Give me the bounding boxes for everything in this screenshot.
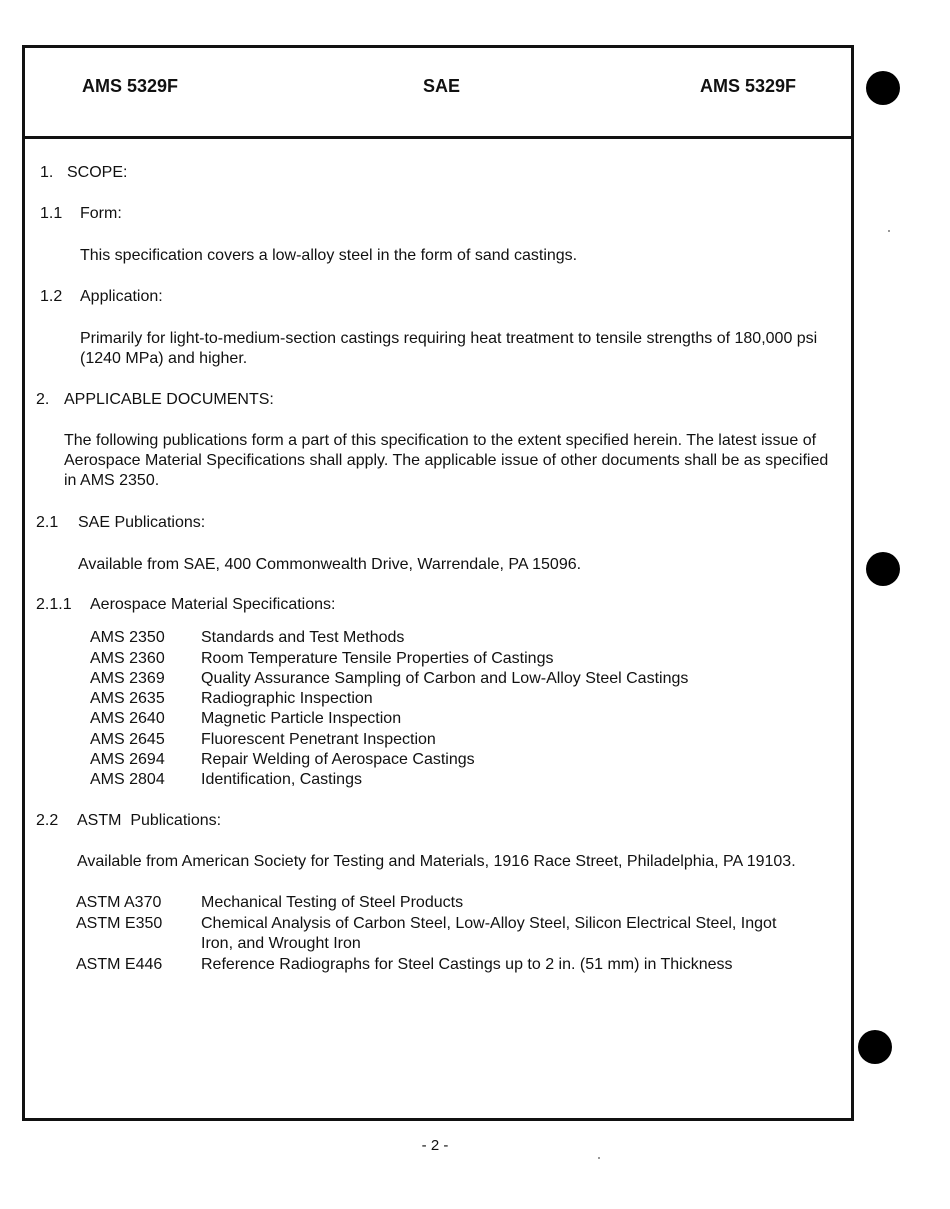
ams-code: AMS 2635 bbox=[90, 690, 165, 707]
section-2-1-number: 2.1 bbox=[36, 514, 59, 531]
astm-description-continued: Iron, and Wrought Iron bbox=[201, 935, 361, 952]
section-1-1-title: Form: bbox=[80, 205, 122, 222]
ams-description: Standards and Test Methods bbox=[201, 629, 405, 646]
scan-speck bbox=[888, 230, 890, 232]
binder-hole bbox=[866, 552, 900, 586]
ams-code: AMS 2369 bbox=[90, 670, 165, 687]
section-1-2-number: 1.2 bbox=[40, 288, 63, 305]
ams-code: AMS 2694 bbox=[90, 751, 165, 768]
ams-code: AMS 2350 bbox=[90, 629, 165, 646]
section-2-1-1-number: 2.1.1 bbox=[36, 596, 72, 613]
ams-description: Fluorescent Penetrant Inspection bbox=[201, 731, 436, 748]
section-2-title: APPLICABLE DOCUMENTS: bbox=[64, 391, 274, 408]
astm-code: ASTM E350 bbox=[76, 915, 163, 932]
section-1-number: 1. bbox=[40, 164, 54, 181]
section-2-2-title: ASTM Publications: bbox=[77, 812, 222, 829]
section-1-title: SCOPE: bbox=[67, 164, 128, 181]
scan-speck bbox=[598, 1157, 600, 1159]
header-doc-number-right: AMS 5329F bbox=[700, 76, 797, 96]
section-1-2-text: Primarily for light-to-medium-section castings requiring heat treatment to tensile strengths of 180,000 psi (1240 MPa) and higher. bbox=[80, 330, 818, 367]
ams-code: AMS 2804 bbox=[90, 771, 165, 788]
ams-description: Identification, Castings bbox=[201, 771, 362, 788]
ams-description: Room Temperature Tensile Properties of Castings bbox=[201, 650, 554, 667]
section-2-1-title: SAE Publications: bbox=[78, 514, 206, 531]
binder-hole bbox=[866, 71, 900, 105]
section-1-2-title: Application: bbox=[80, 288, 163, 305]
ams-code: AMS 2645 bbox=[90, 731, 165, 748]
ams-description: Radiographic Inspection bbox=[201, 690, 373, 707]
ams-description: Quality Assurance Sampling of Carbon and Low-Alloy Steel Castings bbox=[201, 670, 689, 687]
astm-description: Reference Radiographs for Steel Castings up to 2 in. (51 mm) in Thickness bbox=[201, 956, 733, 973]
section-2-number: 2. bbox=[36, 391, 50, 408]
ams-description: Magnetic Particle Inspection bbox=[201, 710, 402, 727]
section-2-1-1-title: Aerospace Material Specifications: bbox=[90, 596, 336, 613]
section-2-text: The following publications form a part of this specification to the extent specified herein. The latest issue of Aerospace Material Specifications shall apply. The applicable issue of other documents shall be as specified in AMS 2350. bbox=[64, 432, 829, 489]
ams-code: AMS 2360 bbox=[90, 650, 165, 667]
page-number: - 2 - bbox=[421, 1137, 449, 1154]
astm-code: ASTM A370 bbox=[76, 894, 162, 911]
section-2-2-text: Available from American Society for Testing and Materials, 1916 Race Street, Philadelphia, PA 19103. bbox=[77, 853, 796, 870]
document-header bbox=[25, 48, 851, 139]
section-1-1-number: 1.1 bbox=[40, 205, 63, 222]
section-1-1-text: This specification covers a low-alloy steel in the form of sand castings. bbox=[80, 247, 578, 264]
binder-hole bbox=[858, 1030, 892, 1064]
header-doc-number-left: AMS 5329F bbox=[82, 76, 179, 96]
astm-code: ASTM E446 bbox=[76, 956, 163, 973]
astm-description: Chemical Analysis of Carbon Steel, Low-Alloy Steel, Silicon Electrical Steel, Ingot bbox=[201, 915, 777, 932]
ams-description: Repair Welding of Aerospace Castings bbox=[201, 751, 475, 768]
section-2-1-text: Available from SAE, 400 Commonwealth Drive, Warrendale, PA 15096. bbox=[78, 556, 582, 573]
header-org: SAE bbox=[423, 76, 461, 96]
astm-description: Mechanical Testing of Steel Products bbox=[201, 894, 464, 911]
ams-code: AMS 2640 bbox=[90, 710, 165, 727]
section-2-2-number: 2.2 bbox=[36, 812, 59, 829]
